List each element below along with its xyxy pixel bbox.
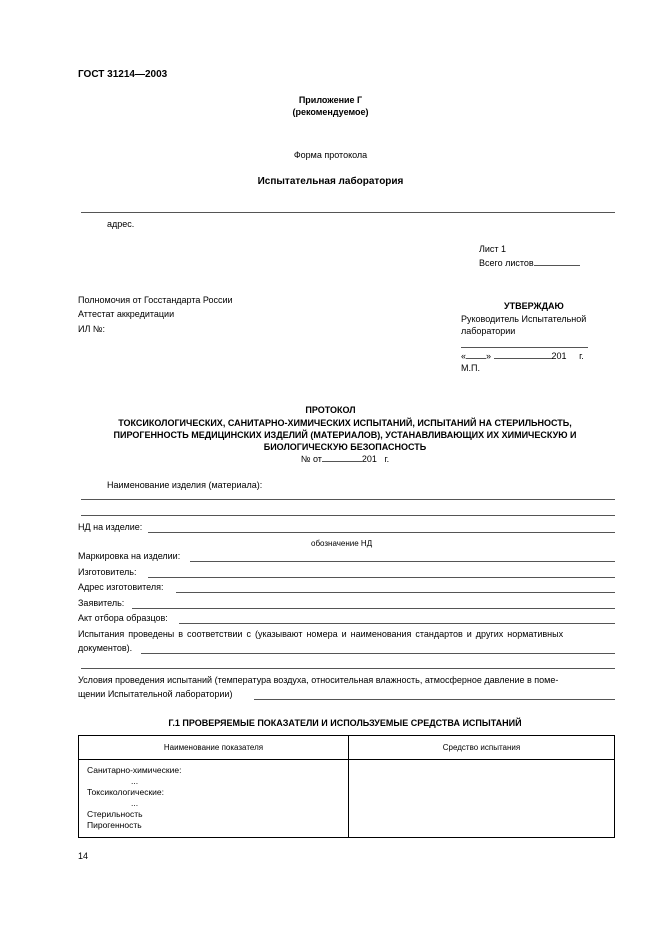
approve-line1: Руководитель Испытательной — [461, 314, 587, 324]
address-label: адрес. — [107, 219, 135, 229]
applicant-line — [132, 608, 615, 609]
nd-caption: обозначение НД — [311, 539, 373, 548]
indicators-table — [78, 735, 615, 838]
tests-fill-line2 — [81, 668, 615, 669]
sampling-act-line — [179, 623, 615, 624]
marking-label: Маркировка на изделии: — [78, 551, 181, 561]
list-item: Стерильность — [87, 809, 143, 819]
standard-code: ГОСТ 31214—2003 — [78, 69, 168, 80]
protocol-line3: БИОЛОГИЧЕСКУЮ БЕЗОПАСНОСТЬ — [263, 442, 427, 452]
approve-line2: лаборатории — [461, 326, 516, 336]
product-name-label: Наименование изделия (материала): — [107, 480, 263, 490]
conditions-line1: Условия проведения испытаний (температура воздуха, относительная влажность, атмосферное давление в поме- — [78, 675, 559, 685]
approve-title: УТВЕРЖДАЮ — [504, 301, 564, 311]
list-item: Санитарно-химические: — [87, 765, 182, 775]
protocol-title: ПРОТОКОЛ — [305, 405, 356, 415]
manufacturer-line — [148, 577, 615, 578]
manufacturer-address-line — [176, 592, 615, 593]
manufacturer-address-label: Адрес изготовителя: — [78, 582, 164, 592]
appendix-note: (рекомендуемое) — [292, 107, 369, 117]
nd-label: НД на изделие: — [78, 522, 143, 532]
page-number: 14 — [78, 851, 89, 861]
conditions-line2: щении Испытательной лаборатории) — [78, 689, 233, 699]
list-item: Токсикологические: — [87, 787, 165, 797]
approve-date: « » 201 г. — [461, 351, 584, 361]
applicant-label: Заявитель: — [78, 598, 125, 608]
accreditation-line: Аттестат аккредитации — [78, 309, 175, 319]
approve-seal: М.П. — [461, 363, 480, 373]
sheet-label: Лист 1 — [479, 244, 507, 254]
lab-title: Испытательная лаборатория — [257, 176, 404, 187]
tests-fill-line1 — [141, 653, 615, 654]
table-cell-indicators — [79, 760, 349, 838]
nd-line — [148, 532, 615, 533]
marking-line — [190, 561, 615, 562]
protocol-number: № от 201 г. — [300, 454, 390, 464]
section-g1-title: Г.1 ПРОВЕРЯЕМЫЕ ПОКАЗАТЕЛИ И ИСПОЛЬЗУЕМЫЕ СРЕДСТВА ИСПЫТАНИЙ — [168, 718, 522, 728]
tests-line1: Испытания проведены в соответствии с (указывают номера и наименования стандартов и других нормативных — [78, 629, 564, 639]
appendix-title: Приложение Г — [298, 95, 363, 105]
table-header-indicator: Наименование показателя — [79, 736, 349, 760]
product-name-line2 — [81, 515, 615, 516]
protocol-line1: ТОКСИКОЛОГИЧЕСКИХ, САНИТАРНО-ХИМИЧЕСКИХ ИСПЫТАНИЙ, ИСПЫТАНИЙ НА СТЕРИЛЬНОСТЬ, — [118, 418, 572, 428]
il-number-line: ИЛ №: — [78, 324, 106, 334]
protocol-line2: ПИРОГЕННОСТЬ МЕДИЦИНСКИХ ИЗДЕЛИЙ (МАТЕРИАЛОВ), УСТАНАВЛИВАЮЩИХ ИХ ХИМИЧЕСКУЮ И — [113, 430, 577, 440]
table-row — [79, 760, 615, 838]
approve-signature-line — [461, 347, 588, 348]
conditions-fill-line — [254, 699, 615, 700]
lab-name-line — [81, 212, 615, 213]
tests-line2: документов). — [78, 643, 133, 653]
sampling-act-label: Акт отбора образцов: — [78, 613, 168, 623]
table-cell-means — [349, 760, 615, 838]
table-header-row — [79, 736, 615, 760]
list-item: ... — [131, 776, 139, 786]
form-label: Форма протокола — [293, 150, 368, 160]
list-item: ... — [131, 798, 139, 808]
sheet-total: Всего листов — [479, 258, 580, 269]
manufacturer-label: Изготовитель: — [78, 567, 137, 577]
list-item: Пирогенность — [87, 820, 142, 830]
authority-line: Полномочия от Госстандарта России — [78, 295, 233, 305]
product-name-line1 — [81, 499, 615, 500]
table-header-means: Средство испытания — [349, 736, 615, 760]
